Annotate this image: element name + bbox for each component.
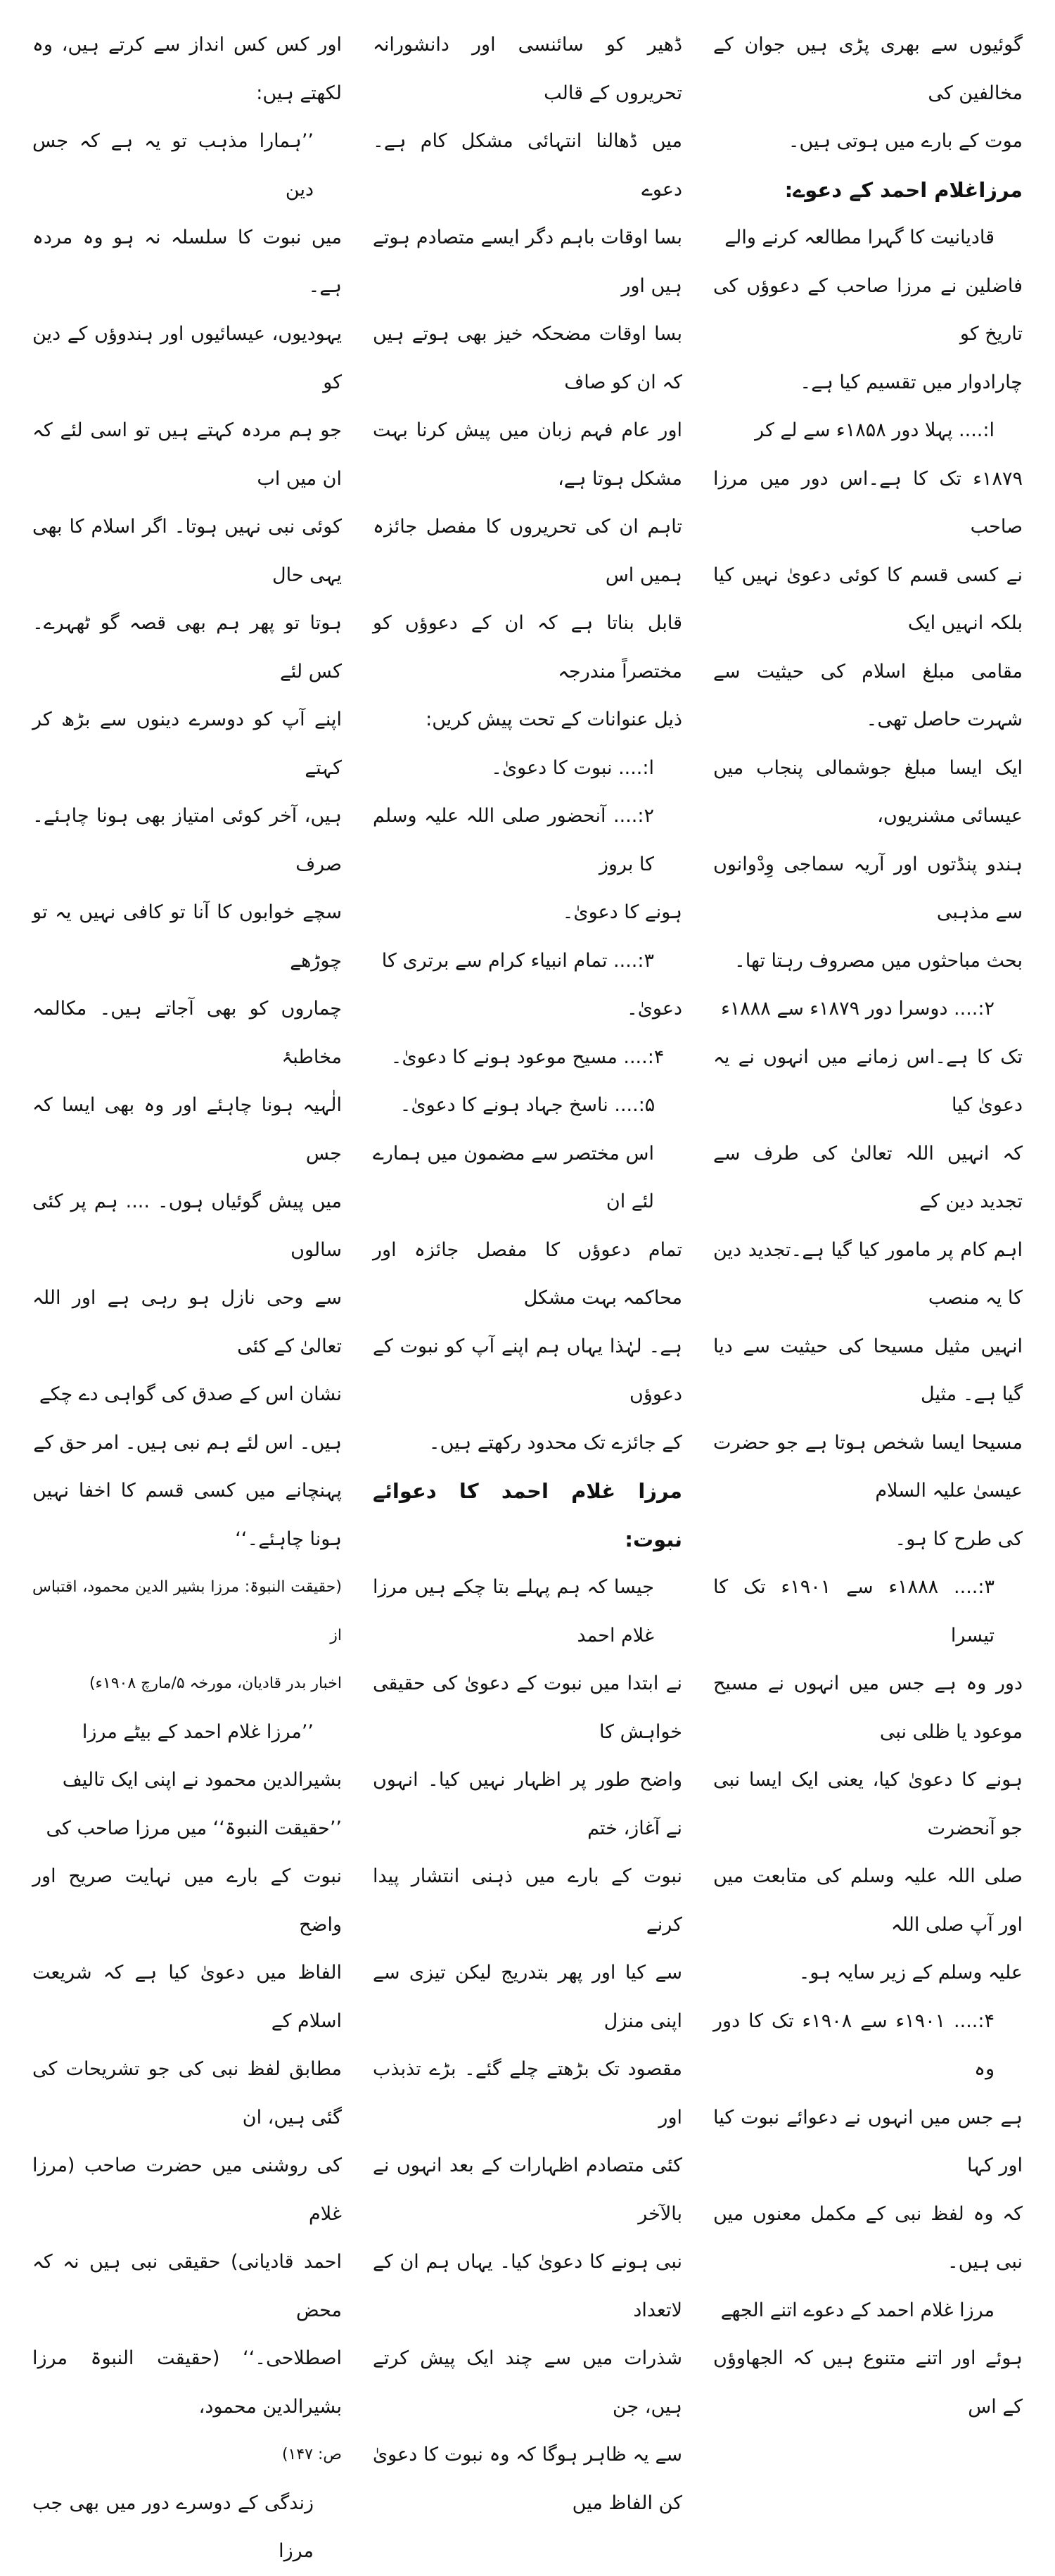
text-line: ہے جس میں انہوں نے دعوائے نبوت کیا اور کہا — [713, 2106, 1023, 2176]
quote-line: احمد قادیانی) حقیقی نبی ہیں نہ کہ محض — [32, 2251, 342, 2321]
text-line: زندگی کے دوسرے دور میں بھی جب مرزا — [32, 2492, 314, 2562]
text-line: قادیانیت کا گہرا مطالعہ کرنے والے — [724, 227, 995, 248]
text-line: اہم کام پر مامور کیا گیا ہے۔تجدید دین کا یہ منصب — [713, 1238, 1023, 1309]
text-line: نے کسی قسم کا کوئی دعویٰ نہیں کیا بلکہ انہیں ایک — [713, 564, 1023, 634]
quote-line: الفاظ میں دعویٰ کیا ہے کہ شریعت اسلام کے — [32, 1962, 342, 2032]
list-item: ۲:.... دوسرا دور ۱۸۷۹ء سے ۱۸۸۸ء — [721, 998, 995, 1020]
list-item: ا:.... نبوت کا دعویٰ۔ — [491, 756, 654, 779]
text-line: ہندو پنڈتوں اور آریہ سماجی وِدْوانوں سے مذہبی — [713, 853, 1023, 923]
column-middle — [373, 21, 682, 2514]
text-line: اور کس کس انداز سے کرتے ہیں، وہ لکھتے ہیں: — [32, 34, 342, 104]
quote-line: سے وحی نازل ہو رہی ہے اور اللہ تعالیٰ کے کئی — [32, 1287, 342, 1357]
column-left — [32, 21, 342, 2562]
quote-line: چماروں کو بھی آجاتے ہیں۔ مکالمہ مخاطبۂ — [32, 998, 342, 1068]
column-right — [713, 21, 1023, 2418]
text-line: تمام دعوؤں کا مفصل جائزہ اور محاکمہ بہت مشکل — [373, 1238, 682, 1309]
section-heading: مرزاغلام احمد کے دعوے: — [784, 177, 1023, 202]
text-line: بسا اوقات باہم دگر ایسے متصادم ہوتے ہیں اور — [373, 227, 682, 297]
text-line: صلی اللہ علیہ وسلم کی متابعت میں اور آپ صلی اللہ — [713, 1865, 1023, 1936]
text-line: انہیں مثیل مسیحا کی حیثیت سے دیا گیا ہے۔ مثیل — [713, 1335, 1023, 1405]
text-line: گوئیوں سے بھری پڑی ہیں جوان کے مخالفین کی — [713, 34, 1023, 104]
list-item: ا:.... پہلا دور ۱۸۵۸ء سے لے کر — [755, 419, 995, 441]
text-line: دعویٰ۔ — [626, 998, 682, 1020]
text-line: چارادوار میں تقسیم کیا ہے۔ — [800, 371, 1023, 393]
text-line: اس مختصر سے مضمون میں ہمارے لئے ان — [373, 1142, 654, 1212]
text-line: شذرات میں سے چند ایک پیش کرتے ہیں، جن — [373, 2347, 682, 2418]
quote-line: ’’ہمارا مذہب تو یہ ہے کہ جس دین — [32, 130, 314, 201]
text-line: فاضلین نے مرزا صاحب کے دعوؤں کی تاریخ کو — [713, 274, 1023, 345]
text-line: دور وہ ہے جس میں انہوں نے مسیح موعود یا ظلی نبی — [713, 1673, 1023, 1743]
text-line: کے جائزے تک محدود رکھتے ہیں۔ — [428, 1431, 682, 1454]
text-line: ذیل عنوانات کے تحت پیش کریں: — [426, 709, 682, 730]
text-line: مقامی مبلغ اسلام کی حیثیت سے شہرت حاصل تھی۔ — [713, 660, 1023, 730]
text-line: مقصود تک بڑھتے چلے گئے۔ بڑے تذبذب اور — [373, 2058, 682, 2128]
text-line: سے کیا اور پھر بتدریج لیکن تیزی سے اپنی منزل — [373, 1962, 682, 2032]
text-line: ہے۔ لہٰذا یہاں ہم اپنے آپ کو نبوت کے دعوؤں — [373, 1335, 682, 1405]
source-citation: ص: ۱۴۷) — [281, 2446, 342, 2463]
list-item: ۵:.... ناسخ جہاد ہونے کا دعویٰ۔ — [399, 1094, 656, 1116]
text-line: ڈھیر کو سائنسی اور دانشورانہ تحریروں کے قالب — [373, 34, 682, 104]
list-item: ۴:.... مسیح موعود ہونے کا دعویٰ۔ — [390, 1046, 665, 1068]
quote-line: بشیرالدین محمود نے اپنی ایک تالیف — [62, 1769, 342, 1791]
quote-line: مطابق لفظ نبی کی جو تشریحات کی گئی ہیں، ان — [32, 2058, 342, 2128]
quote-line: کی روشنی میں حضرت صاحب (مرزا غلام — [32, 2155, 342, 2225]
text-line: کی طرح کا ہو۔ — [895, 1528, 1023, 1550]
text-line: تک کا ہے۔اس زمانے میں انہوں نے یہ دعویٰ کیا — [713, 1046, 1023, 1116]
text-line: ایک ایسا مبلغ جوشمالی پنجاب میں عیسائی مشنریوں، — [713, 756, 1023, 827]
text-line: اور عام فہم زبان میں پیش کرنا بہت مشکل ہوتا ہے، — [373, 419, 682, 490]
text-line: میں ڈھالنا انتہائی مشکل کام ہے۔ دعوے — [373, 130, 682, 201]
list-item: ۳:.... تمام انبیاء کرام سے برتری کا — [381, 949, 654, 972]
text-line: کہ وہ لفظ نبی کے مکمل معنوں میں نبی ہیں۔ — [713, 2202, 1023, 2273]
quote-line: اپنے آپ کو دوسرے دینوں سے بڑھ کر کہتے — [32, 709, 342, 779]
quote-line: میں نبوت کا سلسلہ نہ ہو وہ مردہ ہے۔ — [32, 227, 342, 297]
quote-line: ہیں، آخر کوئی امتیاز بھی ہونا چاہئے۔ صرف — [32, 805, 342, 875]
text-line: ہونے کا دعویٰ۔ — [562, 901, 682, 923]
text-line: تاہم ان کی تحریروں کا مفصل جائزہ ہمیں اس — [373, 516, 682, 586]
text-line: نبی ہونے کا دعویٰ کیا۔ یہاں ہم ان کے لاتعداد — [373, 2251, 682, 2321]
quote-line: پہنچانے میں کسی قسم کا اخفا نہیں ہونا چاہئے۔‘‘ — [32, 1480, 342, 1550]
text-line: نبوت کے بارے میں ذہنی انتشار پیدا کرنے — [373, 1865, 682, 1936]
text-line: ہونے کا دعویٰ کیا، یعنی ایک ایسا نبی جو آنحضرت — [713, 1769, 1023, 1839]
source-citation: اخبار بدر قادیان، مورخہ ۵/مارچ ۱۹۰۸ء) — [89, 1675, 342, 1692]
list-item: ۴:.... ۱۹۰۱ء سے ۱۹۰۸ء تک کا دور وہ — [713, 2010, 995, 2080]
text-line: بسا اوقات مضحکہ خیز بھی ہوتے ہیں کہ ان کو صاف — [373, 323, 682, 393]
quote-line: میں پیش گوئیاں ہوں۔ .... ہم پر کئی سالوں — [32, 1191, 342, 1261]
text-line: ۱۸۷۹ء تک کا ہے۔اس دور میں مرزا صاحب — [713, 467, 1023, 538]
text-line: قابل بناتا ہے کہ ان کے دعوؤں کو مختصراً مندرجہ — [373, 612, 682, 683]
quote-line: کوئی نبی نہیں ہوتا۔ اگر اسلام کا بھی یہی حال — [32, 516, 342, 586]
list-item: ۲:.... آنحضور صلی اللہ علیہ وسلم کا بروز — [373, 805, 654, 875]
quote-line: نشان اس کے صدق کی گواہی دے چکے — [39, 1383, 342, 1405]
text-line: واضح طور پر اظہار نہیں کیا۔ انہوں نے آغاز، ختم — [373, 1769, 682, 1839]
text-line: ہوئے اور اتنے متنوع ہیں کہ الجھاوؤں کے اس — [713, 2347, 1023, 2418]
quote-line: ’’حقیقت النبوۃ‘‘ میں مرزا صاحب کی — [46, 1817, 342, 1839]
text-line: مسیحا ایسا شخص ہوتا ہے جو حضرت عیسیٰ علیہ السلام — [713, 1431, 1023, 1502]
quote-line: جو ہم مردہ کہتے ہیں تو اسی لئے کہ ان میں اب — [32, 419, 342, 490]
text-line: بحث مباحثوں میں مصروف رہتا تھا۔ — [734, 949, 1023, 972]
text-line: جیسا کہ ہم پہلے بتا چکے ہیں مرزا غلام احمد — [373, 1576, 654, 1647]
quote-line: اصطلاحی۔‘‘ (حقیقت النبوۃ مرزا بشیرالدین محمود، — [32, 2347, 342, 2418]
source-citation: (حقیقت النبوۃ: مرزا بشیر الدین محمود، اقتباس از — [32, 1578, 342, 1644]
text-line: موت کے بارے میں ہوتی ہیں۔ — [788, 130, 1023, 152]
quote-line: ’’مرزا غلام احمد کے بیٹے مرزا — [82, 1720, 314, 1743]
section-heading: مرزا غلام احمد کا دعوائے نبوت: — [373, 1479, 682, 1552]
text-line: نے ابتدا میں نبوت کے دعویٰ کی حقیقی خواہش کا — [373, 1673, 682, 1743]
text-line: سے یہ ظاہر ہوگا کہ وہ نبوت کا دعویٰ کن الفاظ میں — [373, 2444, 682, 2514]
text-line: کہ انہیں اللہ تعالیٰ کی طرف سے تجدید دین کے — [713, 1142, 1023, 1212]
quote-line: ہیں۔ اس لئے ہم نبی ہیں۔ امر حق کے — [33, 1431, 342, 1454]
quote-line: الٰہیہ ہونا چاہئے اور وہ بھی ایسا کہ جس — [32, 1094, 342, 1165]
text-line: علیہ وسلم کے زیر سایہ ہو۔ — [798, 1962, 1023, 1984]
quote-line: یہودیوں، عیسائیوں اور ہندوؤں کے دین کو — [32, 323, 342, 393]
text-line: مرزا غلام احمد کے دعوے اتنے الجھے — [720, 2299, 995, 2321]
quote-line: نبوت کے بارے میں نہایت صریح اور واضح — [32, 1865, 342, 1936]
quote-line: ہوتا تو پھر ہم بھی قصہ گو ٹھہرے۔ کس لئے — [32, 612, 342, 683]
quote-line: سچے خوابوں کا آنا تو کافی نہیں یہ تو چوڑھے — [32, 901, 342, 972]
list-item: ۳:.... ۱۸۸۸ء سے ۱۹۰۱ء تک کا تیسرا — [713, 1576, 995, 1647]
text-line: کئی متصادم اظہارات کے بعد انہوں نے بالآخر — [373, 2155, 682, 2225]
